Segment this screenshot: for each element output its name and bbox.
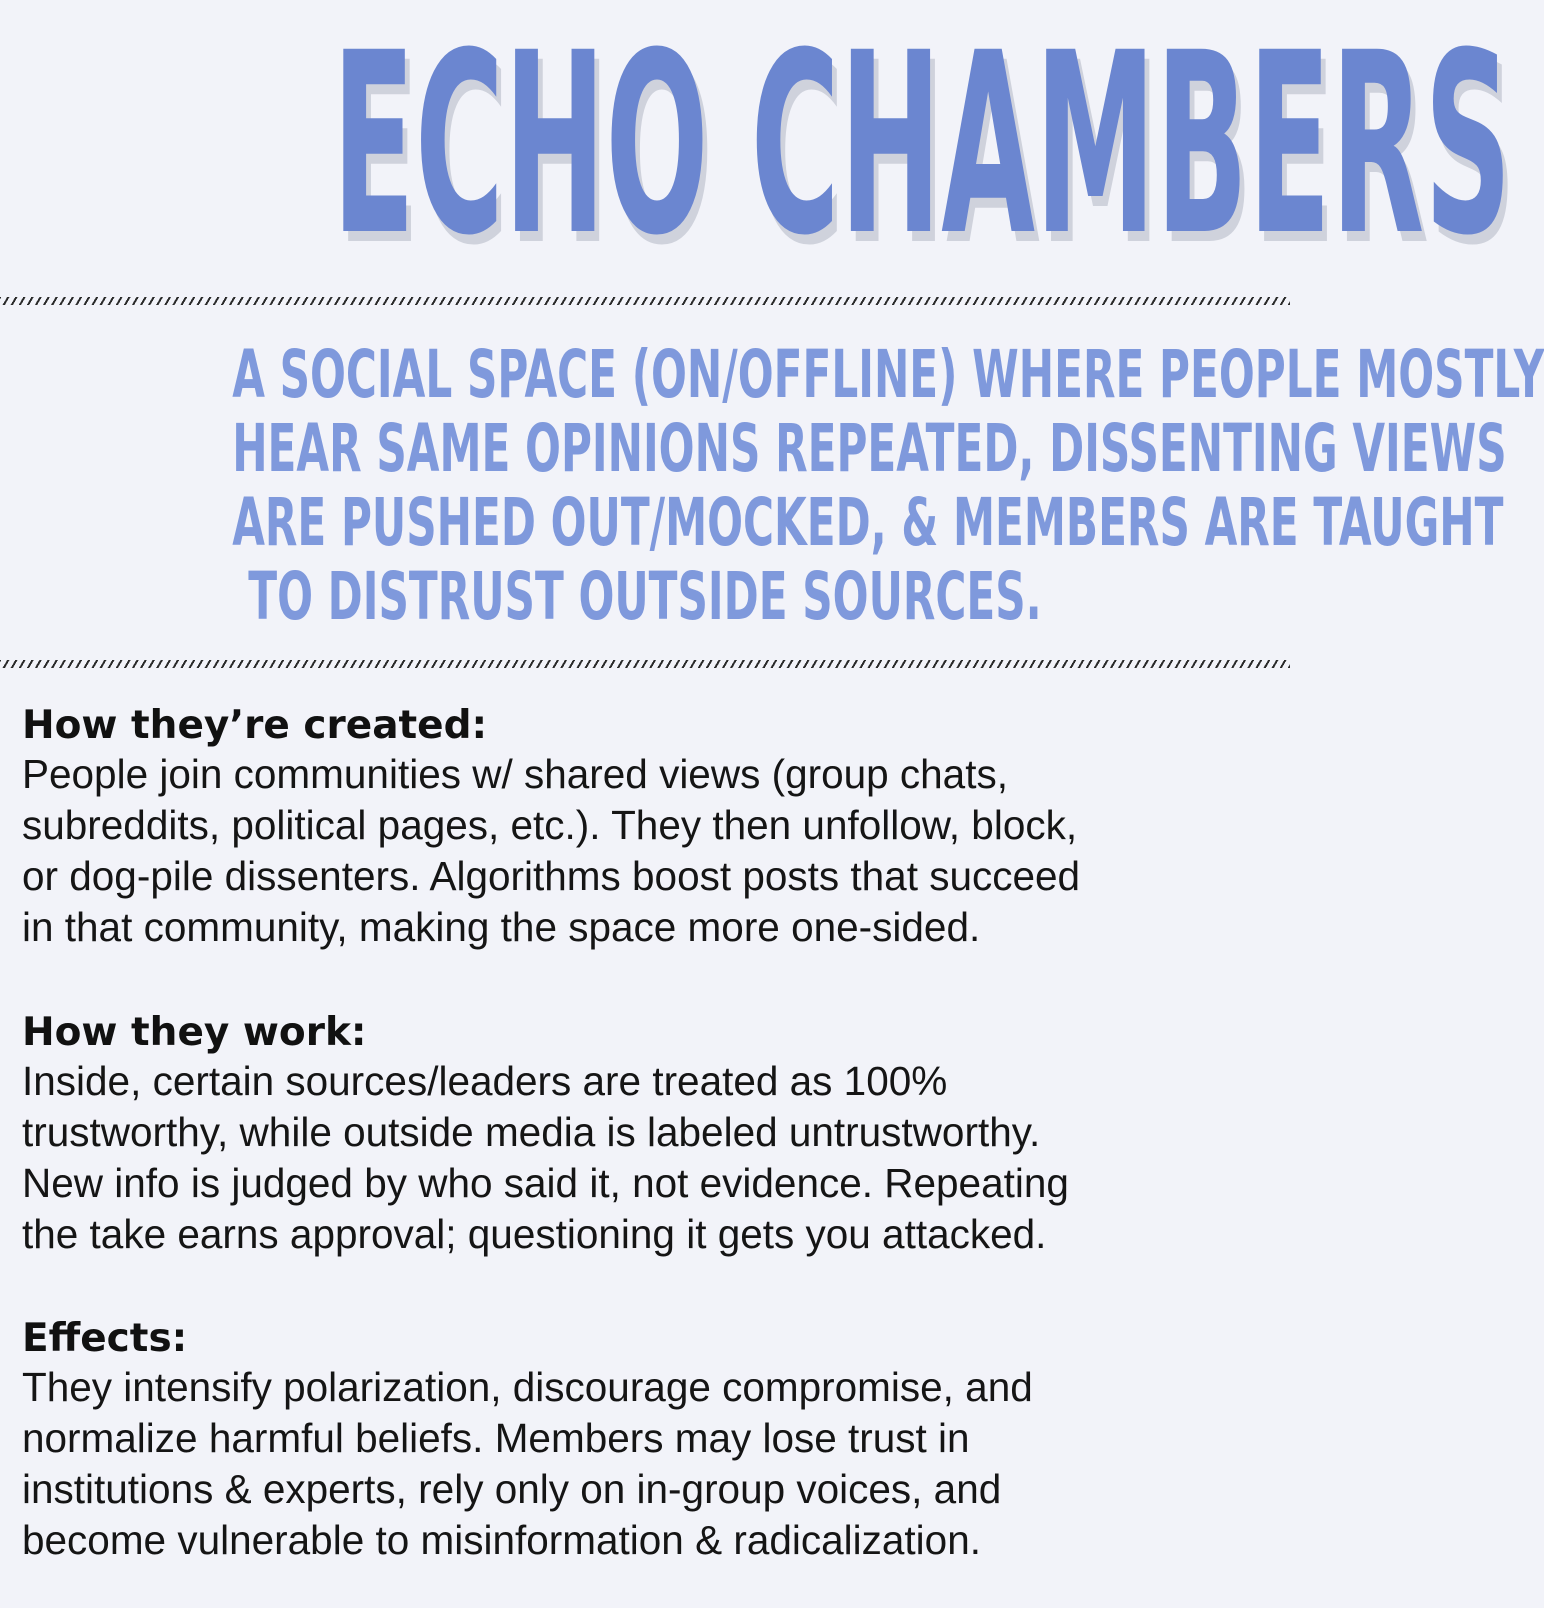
definition-line: ARE PUSHED OUT/MOCKED, & MEMBERS ARE TAUGHT [232,484,1504,561]
section-line: normalize harmful beliefs. Members may lose trust in [22,1415,970,1461]
definition-line: HEAR SAME OPINIONS REPEATED, DISSENTING VIEWS [232,410,1507,487]
page-title: ECHO CHAMBERS [332,0,1512,290]
section-line: become vulnerable to misinformation & radicalization. [22,1517,981,1563]
section-heading: How they work: [22,1010,367,1055]
definition-block [0,336,1544,635]
section-line: People join communities w/ shared views (group chats, [22,751,1008,797]
section-line: or dog-pile dissenters. Algorithms boost posts that succeed [22,853,1081,899]
section-line: institutions & experts, rely only on in-group voices, and [22,1466,1002,1512]
section-heading: Effects: [22,1316,188,1361]
divider-bottom [0,660,1290,668]
section-heading: How they’re created: [22,703,488,748]
section-line: trustworthy, while outside media is labeled untrustworthy. [22,1109,1041,1155]
section-line: Inside, certain sources/leaders are treated as 100% [22,1058,948,1104]
section-line: the take earns approval; questioning it gets you attacked. [22,1211,1047,1257]
section-how-created [22,703,1272,953]
section-line: New info is judged by who said it, not evidence. Repeating [22,1160,1069,1206]
definition-line: A SOCIAL SPACE (ON/OFFLINE) WHERE PEOPLE MOSTLY [232,336,1544,413]
section-how-work [22,1010,1272,1260]
section-line: They intensify polarization, discourage compromise, and [22,1364,1033,1410]
section-line: subreddits, political pages, etc.). They then unfollow, block, [22,802,1078,848]
section-effects [22,1316,1272,1566]
definition-line: TO DISTRUST OUTSIDE SOURCES. [248,558,1042,635]
section-line: in that community, making the space more one-sided. [22,904,981,950]
divider-top [0,297,1290,305]
